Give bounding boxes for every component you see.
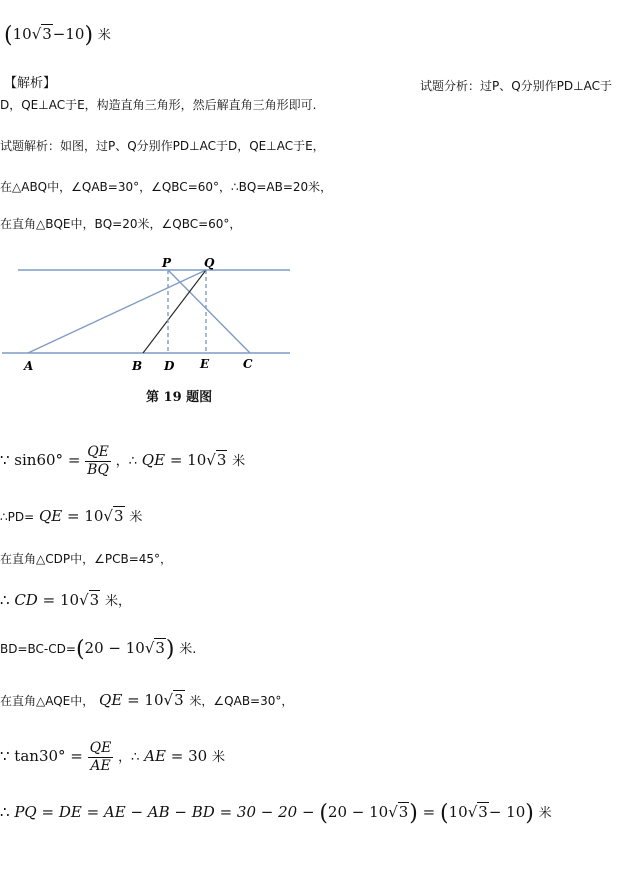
tan-line: ∵ tan30° = $\frac{QE}{AE}$ ，∴ AE = 30 米 (0, 739, 226, 774)
sqrt-symbol: √3 (103, 507, 124, 525)
label-B: B (132, 359, 143, 373)
analysis-text: 试题分析：过P、Q分别作PD⊥AC于 (420, 79, 612, 93)
geometry-figure (0, 252, 300, 377)
segment-PC (168, 270, 250, 353)
fraction-qe-ae: $\frac{QE}{AE}$ (89, 739, 112, 774)
sqrt-symbol: √3 (467, 803, 488, 821)
fraction-qe-bq: $\frac{QE}{BQ}$ (87, 443, 109, 478)
figure-caption: 第 19 题图 (146, 390, 213, 405)
paren-close: ) (84, 23, 94, 48)
answer-line (4, 23, 111, 48)
cdp-line: 在直角△CDP中，∠PCB=45°， (0, 552, 173, 566)
answer-rest: −10 (52, 25, 85, 43)
sin-line: ∵ sin60° = $\frac{QE}{BQ}$ ，∴ QE = 10√3 米 (0, 443, 246, 478)
sqrt-symbol: √3 (206, 451, 227, 469)
paren-open: ( (4, 23, 13, 48)
label-A: A (24, 359, 34, 373)
label-E: E (200, 357, 210, 371)
sqrt-symbol: √3 (79, 591, 100, 609)
cd-line: ∴ CD = 10√3 米， (0, 591, 131, 609)
answer-coef: 10 (12, 25, 32, 43)
solution-line2: 在直角△BQE中，BQ=20米，∠QBC=60°， (0, 217, 242, 231)
sqrt-symbol: √3 (163, 691, 184, 709)
segment-AQ (28, 270, 206, 353)
solution-line1: 在△ABQ中，∠QAB=30°，∠QBC=60°，∴BQ=AB=20米， (0, 180, 333, 194)
segment-BQ (143, 270, 206, 353)
solution-intro: 试题解析：如图，过P、Q分别作PD⊥AC于D，QE⊥AC于E， (0, 139, 325, 153)
sqrt-symbol: √3 (31, 25, 52, 43)
pd-line: ∴PD= QE = 10√3 米 (0, 507, 143, 525)
jiexi-label: 【解析】 (4, 76, 57, 91)
sqrt-symbol: √3 (144, 639, 165, 657)
label-C: C (243, 357, 253, 371)
bd-line: BD=BC-CD=(20 − 10√3) 米. (0, 637, 197, 662)
label-P: P (162, 256, 172, 270)
label-D: D (164, 359, 175, 373)
label-Q: Q (204, 256, 215, 270)
answer-unit: 米 (97, 28, 111, 43)
analysis-text-cont: D，QE⊥AC于E，构造直角三角形，然后解直角三角形即可. (0, 98, 317, 112)
aqe-line: 在直角△AQE中， QE = 10√3 米，∠QAB=30°， (0, 691, 294, 709)
sqrt-symbol: √3 (388, 803, 409, 821)
final-line: ∴ PQ = DE = AE − AB − BD = 30 − 20 − (20 − 10√3) = (10√3− 10) 米 (0, 801, 552, 826)
